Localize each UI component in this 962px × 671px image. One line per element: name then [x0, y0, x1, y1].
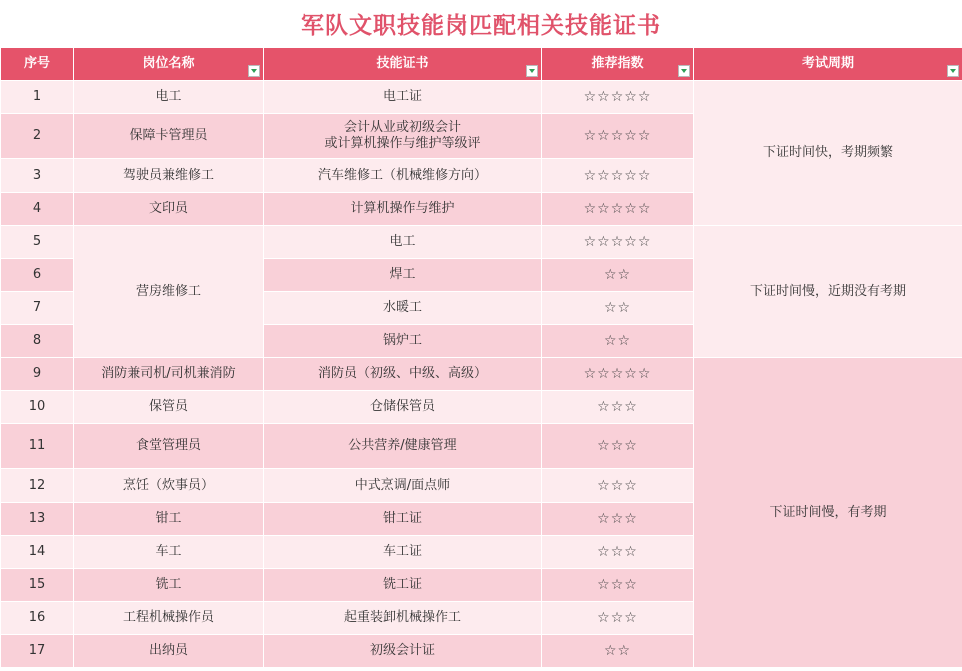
sheet-title-bar [0, 0, 962, 48]
cell-number[interactable]: 8 [1, 325, 74, 358]
cell-cert[interactable]: 会计从业或初级会计 或计算机操作与维护等级评 [264, 114, 542, 159]
cell-job[interactable]: 消防兼司机/司机兼消防 [74, 358, 264, 391]
column-header-job [74, 48, 264, 81]
column-header-period [694, 48, 962, 81]
cell-cert[interactable]: 焊工 [264, 259, 542, 292]
cell-cert[interactable]: 汽车维修工（机械维修方向） [264, 159, 542, 193]
cell-rating[interactable]: ☆☆☆ [542, 602, 694, 635]
table-row [1, 81, 962, 114]
cell-cert[interactable]: 公共营养/健康管理 [264, 424, 542, 469]
table-row [1, 358, 962, 391]
column-header-label: 推荐指数 [591, 56, 644, 71]
filter-dropdown-icon[interactable] [248, 65, 260, 77]
sheet-title: 军队文职技能岗匹配相关技能证书 [301, 12, 661, 39]
column-header-number [1, 48, 74, 81]
filter-dropdown-icon[interactable] [678, 65, 690, 77]
cell-rating[interactable]: ☆☆☆ [542, 469, 694, 503]
cell-rating[interactable]: ☆☆☆ [542, 536, 694, 569]
cell-cert[interactable]: 起重装卸机械操作工 [264, 602, 542, 635]
cell-job[interactable]: 营房维修工 [74, 226, 264, 358]
column-header-label: 岗位名称 [142, 56, 195, 71]
cell-job[interactable]: 保障卡管理员 [74, 114, 264, 159]
certificate-table [0, 47, 962, 668]
cell-number[interactable]: 15 [1, 569, 74, 602]
filter-dropdown-icon[interactable] [947, 65, 959, 77]
cell-cert[interactable]: 铣工证 [264, 569, 542, 602]
cell-cert[interactable]: 锅炉工 [264, 325, 542, 358]
cell-rating[interactable]: ☆☆☆☆☆ [542, 81, 694, 114]
cell-period[interactable]: 下证时间快，考期频繁 [694, 81, 962, 226]
cell-period[interactable]: 下证时间慢，有考期 [694, 358, 962, 668]
cell-rating[interactable]: ☆☆ [542, 325, 694, 358]
cell-number[interactable]: 11 [1, 424, 74, 469]
column-header-label: 技能证书 [376, 56, 429, 71]
cell-rating[interactable]: ☆☆☆ [542, 391, 694, 424]
cell-job[interactable]: 食堂管理员 [74, 424, 264, 469]
cell-number[interactable]: 14 [1, 536, 74, 569]
cell-rating[interactable]: ☆☆ [542, 635, 694, 668]
filter-dropdown-icon[interactable] [526, 65, 538, 77]
cell-cert[interactable]: 电工 [264, 226, 542, 259]
column-header-label: 序号 [23, 56, 50, 71]
column-header-label: 考试周期 [801, 56, 854, 71]
cell-job[interactable]: 铣工 [74, 569, 264, 602]
cell-rating[interactable]: ☆☆☆ [542, 569, 694, 602]
cell-job[interactable]: 车工 [74, 536, 264, 569]
cell-rating[interactable]: ☆☆☆☆☆ [542, 193, 694, 226]
cell-cert[interactable]: 钳工证 [264, 503, 542, 536]
column-header-cert [264, 48, 542, 81]
cell-rating[interactable]: ☆☆☆ [542, 424, 694, 469]
cell-cert[interactable]: 消防员（初级、中级、高级） [264, 358, 542, 391]
cell-job[interactable]: 出纳员 [74, 635, 264, 668]
cell-number[interactable]: 5 [1, 226, 74, 259]
cell-rating[interactable]: ☆☆☆☆☆ [542, 226, 694, 259]
cell-number[interactable]: 7 [1, 292, 74, 325]
cell-job[interactable]: 烹饪（炊事员） [74, 469, 264, 503]
cell-job[interactable]: 钳工 [74, 503, 264, 536]
cell-cert[interactable]: 电工证 [264, 81, 542, 114]
cell-number[interactable]: 1 [1, 81, 74, 114]
table-row [1, 226, 962, 259]
cell-number[interactable]: 4 [1, 193, 74, 226]
cell-cert[interactable]: 车工证 [264, 536, 542, 569]
cell-job[interactable]: 保管员 [74, 391, 264, 424]
cell-number[interactable]: 6 [1, 259, 74, 292]
cell-number[interactable]: 16 [1, 602, 74, 635]
cell-number[interactable]: 10 [1, 391, 74, 424]
cell-number[interactable]: 17 [1, 635, 74, 668]
header-row [1, 48, 962, 81]
cell-job[interactable]: 文印员 [74, 193, 264, 226]
cell-rating[interactable]: ☆☆☆☆☆ [542, 114, 694, 159]
cell-number[interactable]: 3 [1, 159, 74, 193]
cell-rating[interactable]: ☆☆☆☆☆ [542, 159, 694, 193]
cell-rating[interactable]: ☆☆☆ [542, 503, 694, 536]
cell-job[interactable]: 驾驶员兼维修工 [74, 159, 264, 193]
cell-cert[interactable]: 初级会计证 [264, 635, 542, 668]
cell-number[interactable]: 13 [1, 503, 74, 536]
cell-number[interactable]: 12 [1, 469, 74, 503]
cell-number[interactable]: 9 [1, 358, 74, 391]
cell-cert[interactable]: 中式烹调/面点师 [264, 469, 542, 503]
cell-cert[interactable]: 仓储保管员 [264, 391, 542, 424]
column-header-rating [542, 48, 694, 81]
cell-cert[interactable]: 水暖工 [264, 292, 542, 325]
cell-rating[interactable]: ☆☆☆☆☆ [542, 358, 694, 391]
cell-period[interactable]: 下证时间慢，近期没有考期 [694, 226, 962, 358]
cell-job[interactable]: 电工 [74, 81, 264, 114]
cell-rating[interactable]: ☆☆ [542, 259, 694, 292]
cell-rating[interactable]: ☆☆ [542, 292, 694, 325]
cell-number[interactable]: 2 [1, 114, 74, 159]
cell-job[interactable]: 工程机械操作员 [74, 602, 264, 635]
cell-cert[interactable]: 计算机操作与维护 [264, 193, 542, 226]
